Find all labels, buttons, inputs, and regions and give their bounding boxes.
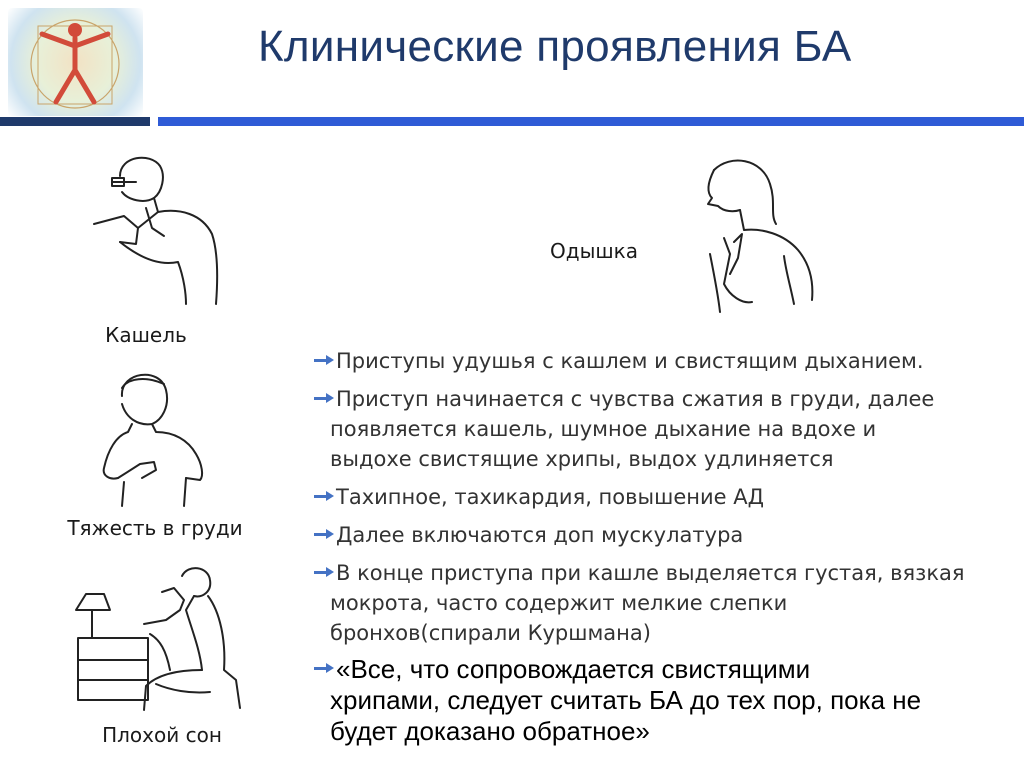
dyspnea-woman-icon xyxy=(690,154,820,314)
bad-sleep-man-icon xyxy=(70,560,246,714)
list-item-line: Приступ начинается с чувства сжатия в груди, далее xyxy=(336,387,935,411)
list-item-line: В конце приступа при кашле выделяется густая, вязкая xyxy=(336,561,965,585)
list-item xyxy=(312,346,1012,376)
dyspnea-label: Одышка xyxy=(550,239,638,263)
cough-label: Кашель xyxy=(105,323,187,347)
vitruvian-logo-icon xyxy=(8,8,143,116)
arrow-bullet-icon xyxy=(312,384,336,414)
list-item xyxy=(312,384,1012,474)
arrow-bullet-icon xyxy=(312,346,336,376)
list-item-line: Тахипное, тахикардия, повышение АД xyxy=(336,485,764,509)
title-rule-dark xyxy=(0,117,150,126)
list-item xyxy=(312,520,1012,550)
quote-line: будет доказано обратное» xyxy=(330,716,650,746)
page-title: Клинические проявления БА xyxy=(258,22,852,71)
quote-line: хрипами, следует считать БА до тех пор, пока не xyxy=(330,685,922,715)
list-item-line: Далее включаются доп мускулатура xyxy=(336,523,744,547)
symptom-list xyxy=(312,346,1012,747)
arrow-bullet-icon xyxy=(312,654,336,684)
list-item-line: Приступы удушья с кашлем и свистящим дыханием. xyxy=(336,349,924,373)
list-item-line: выдохе свистящие хрипы, выдох удлиняется xyxy=(330,447,834,471)
list-item-line: появляется кашель, шумное дыхание на вдохе и xyxy=(330,417,877,441)
list-item xyxy=(312,558,1012,648)
title-rule-accent xyxy=(158,117,1024,126)
chest-label: Тяжесть в груди xyxy=(67,516,243,540)
sleep-label: Плохой сон xyxy=(102,723,222,747)
quote-item xyxy=(312,654,1012,747)
list-item-line: бронхов(спирали Куршмана) xyxy=(330,621,651,645)
arrow-bullet-icon xyxy=(312,558,336,588)
arrow-bullet-icon xyxy=(312,482,336,512)
list-item-line: мокрота, часто содержит мелкие слепки xyxy=(330,591,788,615)
chest-pain-boy-icon xyxy=(98,366,208,512)
vitruvian-figure xyxy=(8,8,143,116)
quote-line: «Все, что сопровождается свистящими xyxy=(336,654,811,684)
coughing-man-icon xyxy=(80,148,230,310)
list-item xyxy=(312,482,1012,512)
arrow-bullet-icon xyxy=(312,520,336,550)
